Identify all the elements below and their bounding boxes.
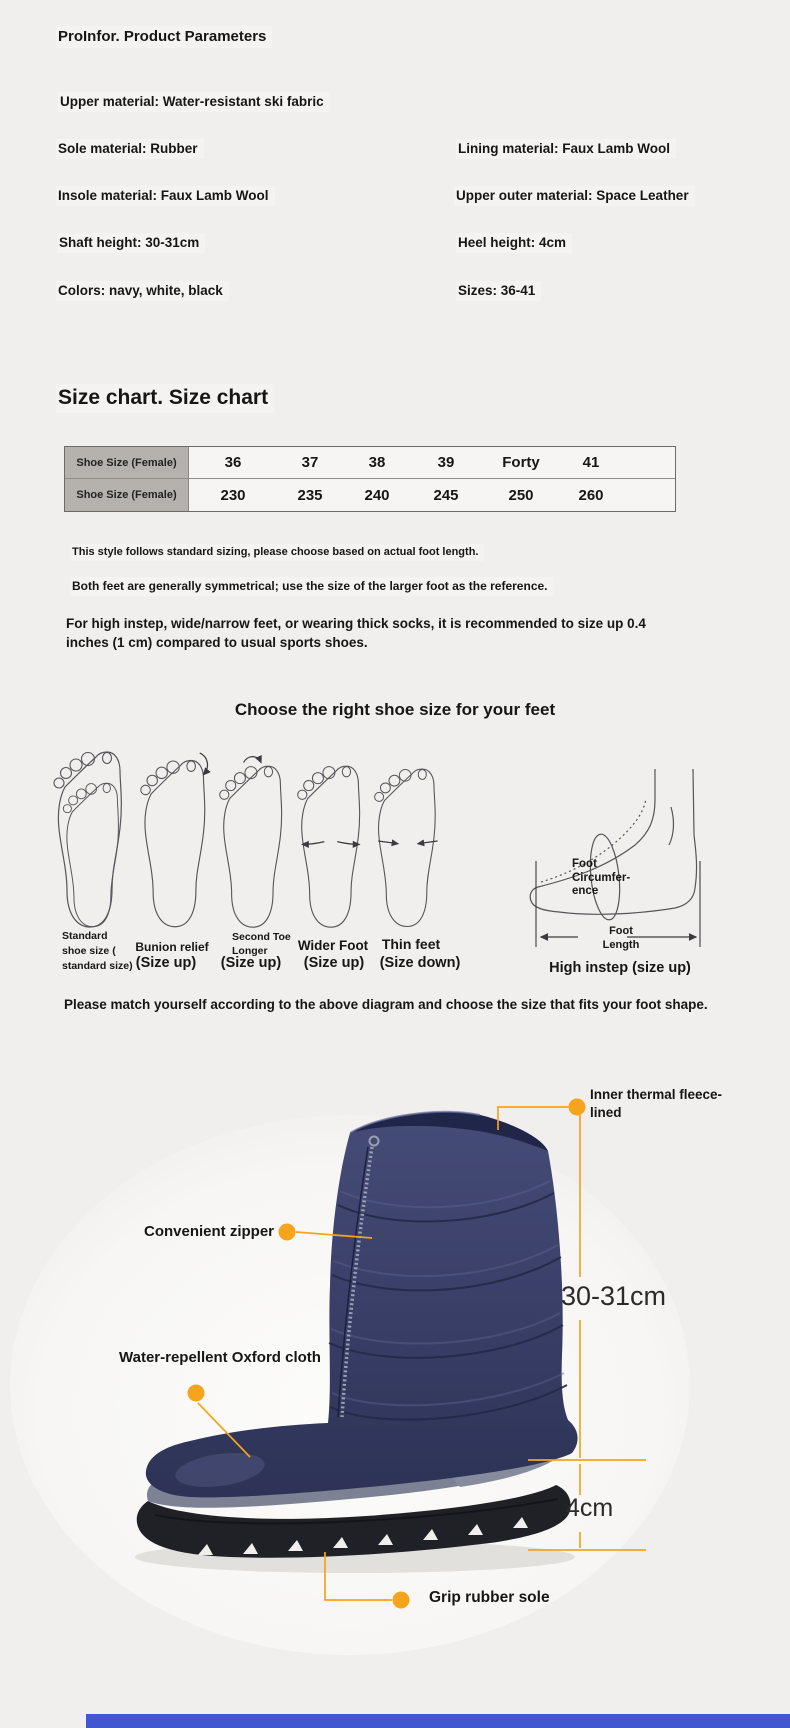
size-cell: Forty — [502, 454, 540, 471]
size-cell: 37 — [301, 454, 319, 471]
foot-label-second-toe: Second Toe Longer — [232, 931, 291, 957]
foot-bunion — [141, 753, 208, 927]
foot-second-toe — [220, 757, 282, 928]
foot-length-label: Foot Length — [602, 925, 640, 951]
length-cell: 240 — [364, 486, 390, 504]
fit-guide-heading: Choose the right shoe size for your feet — [234, 700, 556, 719]
size-table-row-lengths — [65, 479, 675, 511]
length-cell: 250 — [508, 486, 534, 504]
size-table-row-sizes — [65, 447, 675, 479]
next-section-banner — [86, 1714, 790, 1728]
foot-label-bunion: Bunion relief — [135, 940, 209, 954]
foot-standard — [63, 783, 118, 927]
spec-upper-outer-material: Upper outer material: Space Leather — [454, 186, 695, 206]
oxford-dot — [188, 1385, 205, 1402]
spec-sole-material: Sole material: Rubber — [56, 139, 204, 159]
size-table-spacer — [621, 447, 675, 478]
spec-heel-height: Heel height: 4cm — [456, 233, 572, 253]
callout-heel-height: 4cm — [566, 1494, 614, 1522]
spec-colors: Colors: navy, white, black — [56, 281, 229, 301]
length-cell: 230 — [220, 486, 246, 504]
size-cell: 41 — [582, 454, 600, 471]
spec-lining-material: Lining material: Faux Lamb Wool — [456, 139, 676, 159]
foot-wider — [298, 766, 360, 927]
size-table-spacer — [621, 479, 675, 511]
length-cell: 260 — [578, 486, 604, 504]
feet-diagram — [50, 742, 460, 937]
spec-upper-material: Upper material: Water-resistant ski fabric — [58, 92, 330, 112]
foot-tag-thin: (Size down) — [379, 955, 461, 971]
length-cell: 245 — [433, 486, 459, 504]
size-table-row-label: Shoe Size (Female) — [65, 479, 189, 511]
size-table — [64, 446, 676, 512]
spec-shaft-height: Shaft height: 30-31cm — [57, 233, 205, 253]
foot-tag-wider: (Size up) — [303, 955, 365, 971]
high-instep-label: High instep (size up) — [549, 960, 691, 976]
callout-outsole: Grip rubber sole — [429, 1589, 550, 1606]
foot-thin — [375, 769, 438, 927]
size-cell: 38 — [368, 454, 386, 471]
size-table-row-label: Shoe Size (Female) — [65, 447, 189, 478]
sizing-note-2: Both feet are generally symmetrical; use the size of the larger foot as the reference. — [70, 577, 554, 596]
zipper-dot — [279, 1224, 296, 1241]
callout-oxford: Water-repellent Oxford cloth — [119, 1349, 321, 1366]
size-cell: 36 — [224, 454, 242, 471]
spec-insole-material: Insole material: Faux Lamb Wool — [56, 186, 275, 206]
sizing-note-1: This style follows standard sizing, please choose based on actual foot length. — [70, 544, 484, 561]
spec-sizes: Sizes: 36-41 — [456, 281, 541, 301]
callout-zipper: Convenient zipper — [143, 1223, 274, 1240]
foot-tag-second-toe: (Size up) — [220, 955, 282, 971]
fit-advice-text: Please match yourself according to the above diagram and choose the size that fits your foot shape. — [64, 997, 708, 1012]
foot-circumference-label: Foot Circumfer- ence — [572, 858, 631, 897]
length-cell: 235 — [297, 486, 323, 504]
page-title: ProInfor. Product Parameters — [56, 26, 272, 48]
size-cell: 39 — [437, 454, 455, 471]
foot-label-thin: Thin feet — [381, 936, 441, 952]
callout-shaft-height: 30-31cm — [561, 1281, 667, 1311]
size-chart-heading: Size chart. Size chart — [56, 384, 274, 413]
foot-label-standard: Standard shoe size ( standard size) — [62, 930, 133, 972]
callout-lining: Inner thermal fleece- lined — [590, 1087, 723, 1120]
boot-photo — [0, 1085, 790, 1655]
lining-dot — [569, 1099, 586, 1116]
sizing-note-3: For high instep, wide/narrow feet, or wearing thick socks, it is recommended to size up 0.4 inches (1 cm) compared to usual sports shoes. — [66, 616, 646, 650]
foot-label-wider: Wider Foot — [297, 938, 369, 953]
foot-tag-bunion: (Size up) — [135, 955, 197, 971]
outsole-dot — [393, 1592, 410, 1609]
